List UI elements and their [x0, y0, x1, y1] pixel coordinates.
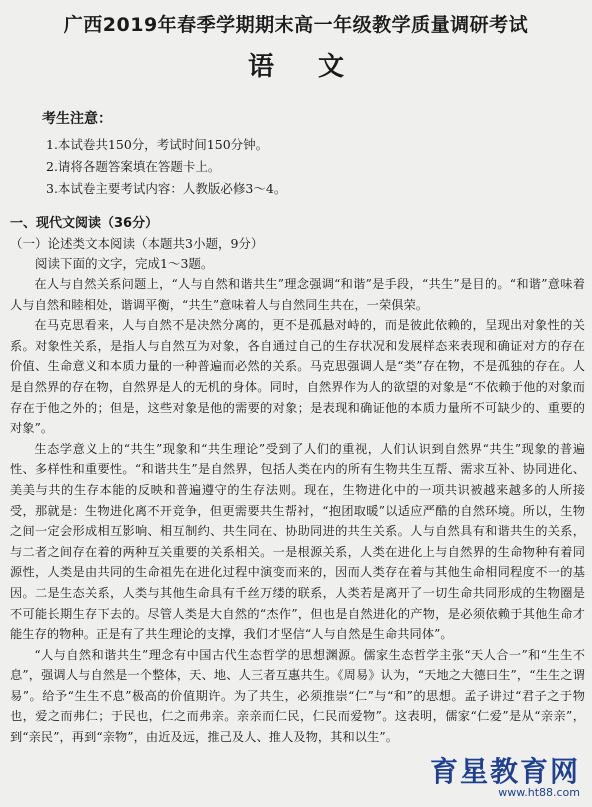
passage-paragraph: 在马克思看来，人与自然不是决然分离的，更不是孤悬对峙的，而是彼此依赖的，呈现出对象性的关系。对象性关系，是指人与自然互为对象，各自通过自己的生存状况和发展样态来表现和确证对方的存在价值、生命意义和本质力量的一种普遍而必然的关系。马克思强调人是“类”存在物，不是孤独的存在。人是自然界的存在物，自然界是人的无机的身体。同时，自然界作为人的欲望的对象是“不依赖于他的对象而存在于他之外的；但是，这些对象是他的需要的对象；是表现和确证他的本质力量所不可缺少的、重要的对象”。: [10, 318, 585, 436]
exam-title: 广西2019年春季学期期末高一年级教学质量调研考试: [63, 14, 529, 36]
subject-title: 语文: [247, 52, 388, 82]
section-title: 一、现代文阅读（36分）: [10, 216, 159, 231]
notice-title: 考生注意：: [42, 111, 112, 127]
reading-section: [10, 214, 585, 748]
subsection-title: （一）论述类文本阅读（本题共3小题，9分）: [10, 236, 264, 251]
notice-item: 3.本试卷主要考试内容：人教版必修3～4。: [46, 181, 287, 196]
site-watermark: [426, 757, 584, 799]
passage-paragraph: 在人与自然关系问题上，“人与自然和谐共生”理念强调“和谐”是手段，“共生”是目的。“和谐”意味着人与自然和睦相处，谐调平衡，“共生”意味着人与自然同生共在，一荣俱荣。: [10, 277, 585, 312]
passage-paragraph: 生态学意义上的“共生”现象和“共生理论”受到了人们的重视，人们认识到自然界“共生”现象的普遍性、多样性和重要性。“和谐共生”是自然界，包括人类在内的所有生物共生互帮、需求互补、协同进化、美美与共的生存本能的反映和普遍遵守的生存法则。现在，生物进化中的一项共识被越来越多的人所接受，那就是：生物进化离不开竞争，但更需要共生帮衬，“抱团取暖”以适应严酷的自然环境。所以，生物之间一定会形成相互影响、相互制约、共生同在、协助同进的共生关系。人与自然具有和谐共生的关系，与二者之间存在着的两种互关重要的关系相关。一是根源关系，人类在进化上与自然界的生命物种有着同源性，人类是由共同的生命祖先在进化过程中演变而来的，因而人类存在着与其他生命相同程度不一的基因。二是生态关系，人类与其他生命具有千丝万缕的联系，人类若是离开了一切生命共同形成的生物圈是不可能长期生存下去的。尽管人类是大自然的“杰作”，但也是自然进化的产物，是必须依赖于其他生命才能生存的物种。正是有了共生理论的支撑，我们才坚信“人与自然是生命共同体”。: [10, 441, 585, 642]
passage-paragraph: “人与自然和谐共生”理念有中国古代生态哲学的思想渊源。儒家生态哲学主张“天人合一”和“生生不息”，强调人与自然是一个整体，天、地、人三者互惠共生。《周易》认为，“天地之大德曰生”，“生生之谓易”。给予“生生不息”极高的价值期许。为了共生，必须推崇“仁”与“和”的思想。孟子讲过“君子之于物也，爱之而弗仁；于民也，仁之而弗亲。亲亲而仁民，仁民而爱物”。这表明，儒家“仁爱”是从“亲亲”，到“亲民”，再到“亲物”，由近及远，推己及人、推人及物，其和以生”。: [10, 647, 585, 745]
candidate-notice: [42, 108, 562, 200]
watermark-name: 育星教育网: [429, 755, 580, 788]
notice-item: 2.请将各题答案填在答题卡上。: [46, 159, 221, 174]
notice-item: 1.本试卷共150分，考试时间150分钟。: [46, 137, 269, 152]
watermark-url: www.ht88.com: [498, 786, 580, 799]
reading-instruction: 阅读下面的文字，完成1～3题。: [35, 256, 214, 271]
